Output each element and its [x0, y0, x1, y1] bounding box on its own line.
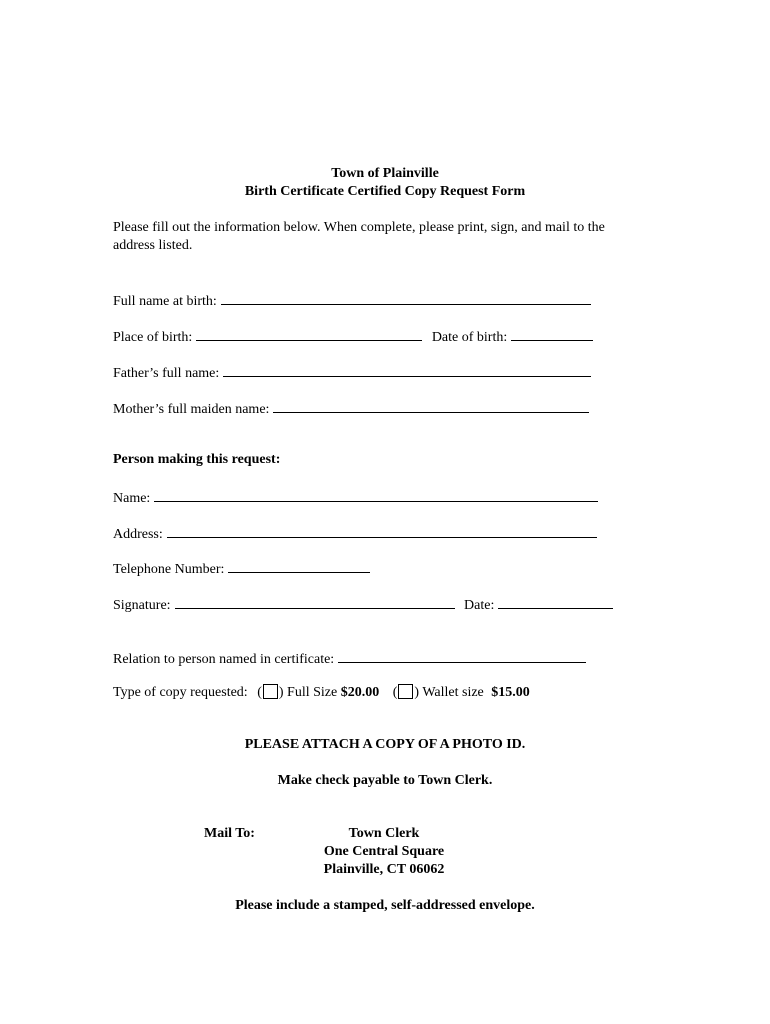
requester-address-field[interactable] — [167, 523, 597, 538]
relation-label: Relation to person named in certificate: — [113, 652, 335, 667]
wallet-size-price: $15.00 — [491, 685, 530, 700]
telephone-label: Telephone Number: — [113, 562, 225, 577]
place-of-birth-field[interactable] — [196, 326, 422, 341]
father-row — [113, 362, 591, 382]
requester-name-row — [113, 487, 598, 507]
relation-field[interactable] — [338, 648, 586, 663]
mother-name-label: Mother’s full maiden name: — [113, 402, 270, 417]
full-size-label: Full Size — [287, 685, 338, 700]
date-label: Date: — [464, 598, 495, 613]
signature-label: Signature: — [113, 598, 171, 613]
requester-heading: Person making this request: — [113, 452, 281, 467]
full-size-checkbox[interactable] — [263, 684, 278, 699]
intro-line-2: address listed. — [113, 238, 193, 253]
requester-name-field[interactable] — [154, 487, 598, 502]
father-name-field[interactable] — [223, 362, 591, 377]
photo-id-notice: PLEASE ATTACH A COPY OF A PHOTO ID. — [244, 737, 526, 752]
telephone-field[interactable] — [228, 558, 370, 573]
full-name-label: Full name at birth: — [113, 294, 217, 309]
copy-type-label: Type of copy requested: — [113, 685, 248, 700]
requester-address-label: Address: — [113, 527, 163, 542]
envelope-notice: Please include a stamped, self-addressed envelope. — [235, 898, 535, 913]
birth-row — [113, 326, 593, 346]
father-name-label: Father’s full name: — [113, 366, 220, 381]
date-field[interactable] — [498, 594, 613, 609]
wallet-size-checkbox[interactable] — [398, 684, 413, 699]
mail-address-line-3: Plainville, CT 06062 — [323, 862, 445, 877]
full-size-price: $20.00 — [340, 685, 380, 700]
form-title: Birth Certificate Certified Copy Request Form — [244, 184, 526, 199]
relation-row — [113, 648, 586, 668]
mail-address-line-1: Town Clerk — [348, 826, 420, 841]
signature-row — [113, 594, 613, 614]
requester-telephone-row — [113, 558, 370, 578]
copy-type-row: Type of copy requested: ( ) Full Size $20.00 ( ) Wallet size $15.00 — [113, 685, 530, 700]
mother-name-field[interactable] — [273, 398, 589, 413]
requester-name-label: Name: — [113, 491, 151, 506]
mother-row — [113, 398, 589, 418]
full-name-row — [113, 290, 591, 310]
requester-address-row — [113, 523, 597, 543]
mail-address-line-2: One Central Square — [323, 844, 445, 859]
date-of-birth-field[interactable] — [511, 326, 593, 341]
mail-to-label: Mail To: — [204, 826, 255, 841]
date-of-birth-label: Date of birth: — [431, 330, 508, 345]
check-notice: Make check payable to Town Clerk. — [277, 773, 493, 788]
town-title: Town of Plainville — [331, 166, 439, 181]
intro-line-1: Please fill out the information below. When complete, please print, sign, and mail to the — [113, 220, 605, 235]
wallet-size-label: Wallet size — [422, 685, 484, 700]
place-of-birth-label: Place of birth: — [113, 330, 193, 345]
signature-field[interactable] — [175, 594, 455, 609]
full-name-field[interactable] — [221, 290, 591, 305]
